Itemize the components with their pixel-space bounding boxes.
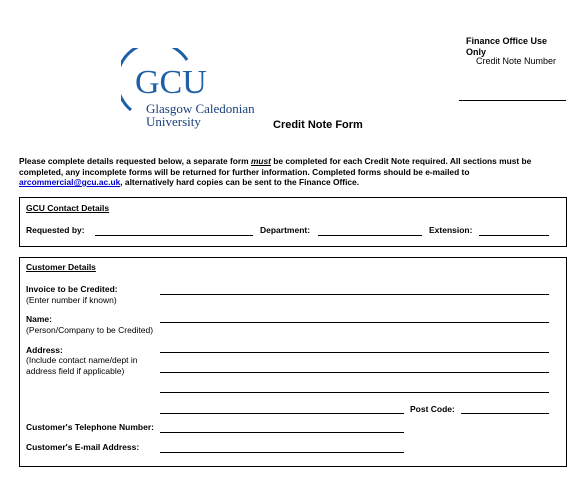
post-code-field[interactable] bbox=[461, 413, 549, 414]
email-label: Customer's E-mail Address: bbox=[26, 442, 140, 452]
address-field-line4[interactable] bbox=[160, 413, 404, 414]
address-field-line3[interactable] bbox=[160, 392, 549, 393]
credit-note-number-field[interactable] bbox=[459, 100, 566, 101]
name-label: Name: bbox=[26, 314, 52, 324]
email-field[interactable] bbox=[160, 452, 404, 453]
intro-paragraph bbox=[19, 156, 569, 188]
gcu-contact-title: GCU Contact Details bbox=[26, 203, 110, 213]
gcu-logo bbox=[121, 48, 261, 132]
extension-label: Extension: bbox=[429, 225, 473, 235]
email-link[interactable]: arcommercial@gcu.ac.uk bbox=[19, 177, 121, 187]
logo-university-name: Glasgow Caledonian bbox=[146, 101, 255, 116]
address-field-line2[interactable] bbox=[160, 372, 549, 373]
address-field-line1[interactable] bbox=[160, 352, 549, 353]
invoice-hint: (Enter number if known) bbox=[26, 295, 117, 305]
address-hint-line1: (Include contact name/dept in bbox=[26, 355, 138, 365]
department-field[interactable] bbox=[318, 235, 422, 236]
credit-note-number-label: Credit Note Number bbox=[476, 56, 557, 66]
logo-university-suffix: University bbox=[146, 114, 201, 129]
telephone-field[interactable] bbox=[160, 432, 404, 433]
logo-mark: GCU bbox=[135, 64, 207, 101]
requested-by-label: Requested by: bbox=[26, 225, 85, 235]
name-field[interactable] bbox=[160, 322, 549, 323]
customer-details-title: Customer Details bbox=[26, 262, 96, 272]
post-code-label: Post Code: bbox=[410, 404, 455, 414]
requested-by-field[interactable] bbox=[95, 235, 253, 236]
intro-text-1: Please complete details requested below, a separate form bbox=[19, 156, 251, 166]
invoice-field[interactable] bbox=[160, 294, 549, 295]
address-hint-line2: address field if applicable) bbox=[26, 366, 125, 376]
intro-text-2: be completed for each Credit Note required. All sections must be completed, any incomplete forms will be returned for further information. Completed forms should be e-mailed to bbox=[19, 156, 532, 177]
department-label: Department: bbox=[260, 225, 311, 235]
name-hint: (Person/Company to be Credited) bbox=[26, 325, 154, 335]
invoice-label: Invoice to be Credited: bbox=[26, 284, 118, 294]
intro-must: must bbox=[250, 156, 271, 166]
telephone-label: Customer's Telephone Number: bbox=[26, 422, 154, 432]
finance-use-line2: Only bbox=[466, 47, 487, 57]
address-label: Address: bbox=[26, 345, 63, 355]
intro-text-3: , alternatively hard copies can be sent to the Finance Office. bbox=[120, 177, 360, 187]
finance-use-line1: Finance Office Use bbox=[466, 36, 548, 46]
form-title: Credit Note Form bbox=[273, 119, 363, 131]
extension-field[interactable] bbox=[479, 235, 549, 236]
finance-office-use-label bbox=[466, 36, 576, 58]
